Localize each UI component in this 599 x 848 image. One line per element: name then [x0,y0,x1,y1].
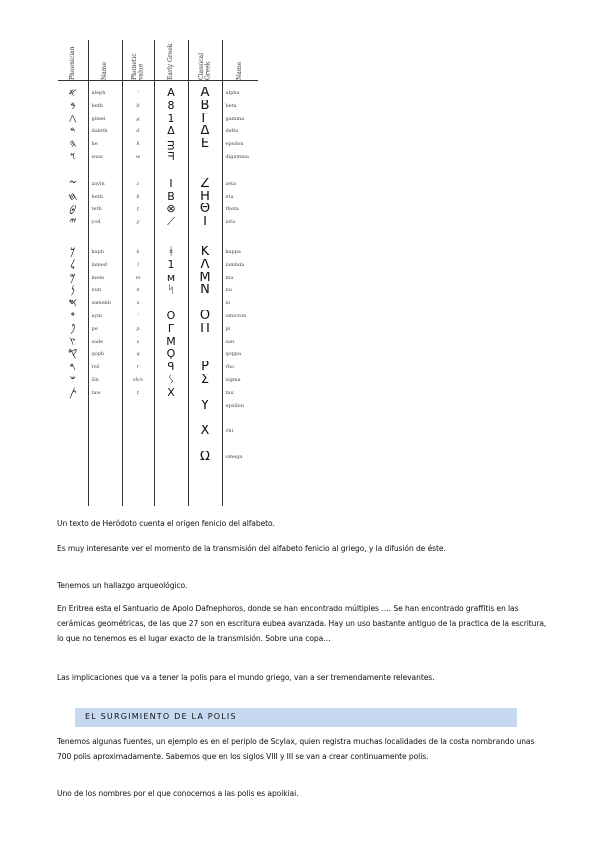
table-cell-val: p [136,325,140,332]
table-cell-eg: ⟋ [167,216,175,229]
table-cell-ph [58,400,88,413]
table-cell-val: ṣ [136,338,140,345]
table-cell-gn: xi [225,300,230,307]
table-cell-cg [189,151,222,164]
table-cell-name [89,438,122,451]
table-cell-eg: 8 [167,99,175,112]
header-phonetic-value: Phonetic value [130,53,144,80]
table-cell-val: l [137,261,139,268]
table-cell-eg: ᴍ [166,271,176,284]
table-cell-ph: 𐤒 [68,348,78,361]
table-cell-gn: omega [225,453,243,460]
paragraph: Es muy interesante ver el momento de la transmisión del alfabeto fenicio al griego, y la difusión de éste. [57,544,446,553]
table-cell-cg: Ω [200,450,210,464]
table-cell-eg: ᒥ [167,322,175,335]
table-cell-val: t [136,389,139,396]
table-cell-name: teth [91,206,102,213]
table-cell-name: šin [91,376,99,383]
table-cell-name: he [91,141,98,148]
table-cell-ph: 𐤓 [69,361,77,374]
table-cell-ph: 𐤄 [69,138,77,151]
table-cell-ph: 𐤋 [70,258,76,271]
table-cell-name: pe [91,325,98,332]
table-cell-ph: 𐤕 [69,386,77,399]
table-cell-eg: ᴟ [167,138,175,151]
paragraph: Tenemos un hallazgo arqueológico. [57,581,188,590]
table-cell-eg: X [167,386,175,399]
section-heading-bar [75,708,517,727]
table-cell-cg: Z [200,177,210,191]
table-cell-gn: mu [225,274,234,281]
table-cell-gn: delta [225,128,239,135]
table-cell-eg: ᚼ [167,245,175,258]
section-heading: EL SURGIMIENTO DE LA POLIS [85,712,237,721]
table-cell-ph: 𐤎 [68,297,78,310]
table-cell-gn: kappa [225,248,241,255]
table-header-row [58,40,258,81]
table-cell-cg: O [199,309,211,323]
table-cell-name: daleth [91,128,108,135]
table-cell-val: b [136,102,140,109]
table-cell-val: h [136,141,140,148]
table-cell-cg: Λ [200,258,210,272]
table-cell-cg [189,336,222,349]
table-cell-cg: Γ [201,112,209,126]
table-cell-gn: theta [225,206,239,213]
table-cell-eg: 1 [167,258,175,271]
table-cell-val: d [136,128,140,135]
table-group [155,87,188,164]
table-cell-val [123,412,154,425]
table-cell-ph: 𐤁 [70,99,76,112]
col-classical-greek [188,81,222,507]
header-early-greek: Early Greek [166,43,174,80]
table-cell-ph: 𐤔 [69,373,76,386]
table-cell-cg [189,387,222,400]
table-cell-val [123,400,154,413]
table-cell-name: kaph [91,248,104,255]
table-cell-cg: P [201,361,209,374]
table-cell-ph [58,412,88,425]
table-cell-name [89,412,122,425]
table-cell-eg: ᛋ [167,284,175,297]
table-cell-name: reš [91,364,100,371]
table-group [89,178,122,229]
table-cell-cg [189,297,222,310]
table-group [155,246,188,464]
table-cell-eg [155,400,188,413]
table-cell-gn [223,412,259,425]
table-group [58,246,88,464]
table-cell-cg: E [200,138,210,151]
table-cell-name: yod [91,219,101,226]
table-cell-name: gimel [91,115,106,122]
table-cell-val: ʿ [137,312,139,319]
table-cell-val: ṭ [136,206,139,213]
table-cell-val: ʾ [137,90,139,96]
table-cell-val: g [136,115,140,122]
table-cell-eg [155,451,188,464]
table-cell-ph [58,451,88,464]
paragraph: Las implicaciones que va a tener la polis para el mundo griego, van a ser tremendamente relevantes. [57,673,435,682]
table-group [189,87,222,164]
table-group [123,246,154,464]
table-group [58,178,88,229]
table-cell-val: n [136,287,140,294]
table-cell-ph: 𐤆 [68,177,77,190]
table-cell-val: sh/s [132,376,144,383]
table-cell-val: m [135,274,141,281]
table-cell-ph: 𐤐 [70,322,76,335]
table-cell-val: r [136,364,140,371]
table-cell-val [123,451,154,464]
table-cell-cg: Π [200,322,210,336]
table-group [189,178,222,229]
table-cell-cg: I [203,216,207,229]
table-cell-eg: A [167,87,175,99]
table-cell-gn: qoppa [225,351,242,358]
table-cell-name: mem [91,274,104,281]
table-cell-cg: K [200,245,210,259]
table-cell-ph [58,438,88,451]
header-phoenician: Phoenician [68,46,76,80]
table-cell-gn [223,438,259,451]
table-cell-eg: Δ [167,125,175,138]
table-cell-name: lamed [91,261,107,268]
table-cell-cg: N [200,284,210,298]
table-cell-ph: 𐤇 [68,190,78,203]
col-phoenician [58,81,88,507]
table-group [89,246,122,464]
table-cell-eg: 1 [167,112,175,125]
table-cell-gn: eta [225,193,234,200]
table-cell-cg: M [199,271,211,285]
table-cell-name: samekh [91,300,111,307]
table-cell-ph: 𐤍 [70,284,75,297]
table-cell-cg: Σ [200,373,210,387]
table-cell-ph: 𐤈 [69,203,77,216]
table-cell-val: s [136,300,140,307]
table-cell-eg [155,297,188,310]
table-group [223,178,259,229]
table-cell-ph: 𐤀 [68,87,77,99]
table-cell-gn: epsilon [225,141,244,148]
table-cell-name: nun [91,287,102,294]
col-phonetic [122,81,154,507]
table-cell-eg: ᖷ [167,150,175,163]
col-early-greek [154,81,188,507]
table-cell-cg: X [200,425,210,438]
table-cell-gn: rho [225,364,235,371]
table-cell-val: k [136,248,140,255]
table-cell-eg: M [166,335,176,348]
table-cell-gn: alpha [225,90,240,96]
table-cell-cg: H [200,190,210,204]
table-cell-gn: iota [225,219,236,226]
table-cell-name [89,400,122,413]
table-cell-cg: B [200,99,210,113]
table-cell-cg: Θ [199,203,211,217]
table-cell-gn: san [225,338,235,345]
table-cell-eg [155,438,188,451]
table-cell-eg: Ϙ [166,348,176,361]
table-cell-ph: 𐤌 [69,271,76,284]
table-group [223,87,259,164]
table-cell-ph: 𐤃 [70,125,76,138]
table-cell-gn: zeta [225,180,237,187]
header-classical-greek: Classical Greek [197,52,211,80]
table-group [89,87,122,164]
table-cell-gn: chi [225,428,234,435]
table-cell-name [89,425,122,438]
table-cell-gn: upsilon [225,402,244,409]
table-cell-ph: 𐤊 [70,245,76,258]
table-cell-cg: Δ [200,125,210,139]
table-cell-eg: ᛊ [167,373,175,386]
table-cell-val [123,425,154,438]
table-cell-val: y [136,219,140,226]
table-cell-val [123,438,154,451]
table-cell-gn: sigma [225,376,241,383]
table-cell-gn: beta [225,102,237,109]
table-cell-name: taw [91,389,101,396]
col-greek-name [222,81,258,507]
table-cell-ph: 𐤏 [70,309,75,322]
table-cell-ph [58,425,88,438]
table-cell-gn: pi [225,325,231,332]
table-cell-ph: 𐤉 [69,216,77,229]
table-group [123,87,154,164]
table-cell-gn: omicron [225,312,247,319]
table-cell-gn: lambda [225,261,245,268]
table-group [155,178,188,229]
table-group [189,246,222,464]
alphabet-table [58,40,258,506]
table-cell-cg [189,438,222,451]
table-cell-cg: Y [201,399,209,413]
table-cell-ph: 𐤅 [70,150,76,163]
table-cell-name: aleph [91,90,106,96]
paragraph: Un texto de Heródoto cuenta el origen fenicio del alfabeto. [57,519,275,528]
table-cell-val: ḥ [136,193,140,200]
table-cell-val: z [136,180,140,187]
table-group [58,87,88,164]
header-name: Name [100,61,108,80]
table-cell-name: heth [91,193,103,200]
paragraph: En Eritrea esta el Santuario de Apolo Dafnephoros, donde se han encontrado múltiples …. Se han encontrado graffitis en las cerámicas geométricas, de las que 27 son en escritura eubea avanzada. Hay un uso bastante antiguo de la practica de la escritura, lo que no tenemos es el lugar exacto de la transmisión. Sobre una copa… [57,604,547,643]
table-cell-name: beth [91,102,103,109]
table-cell-gn: digamma [225,153,249,160]
table-cell-eg: ᑫ [167,361,175,374]
paragraph: Uno de los nombres por el que conocemos a las polis es apoikiai. [57,789,299,798]
table-cell-name: ayin [91,312,103,319]
table-cell-cg [189,412,222,425]
table-cell-gn: tau [225,389,234,396]
paragraph: Tenemos algunas fuentes, un ejemplo es en el periplo de Scylax, quien registra muchas localidades de la costa nombrando unas 700 polis aproximadamente. Sabemos que en los siglos VIII y III se van a crear continuamente polis. [57,737,535,761]
table-cell-name: waw [91,153,104,160]
table-cell-name: qoph [91,351,105,358]
table-cell-eg [155,425,188,438]
table-cell-name: zayin [91,180,105,187]
table-cell-ph: 𐤑 [69,335,76,348]
table-cell-eg: B [167,190,175,203]
table-group [123,178,154,229]
table-cell-eg: I [169,177,173,190]
table-cell-val: w [135,153,141,160]
table-group [223,246,259,464]
table-cell-name: sade [91,338,104,345]
table-cell-gn: nu [225,287,232,294]
table-cell-cg: A [200,87,210,100]
table-cell-eg: ⊗ [166,203,176,216]
table-cell-eg: O [166,309,176,322]
table-cell-gn: gamma [225,115,245,122]
table-cell-eg [155,412,188,425]
table-body-row [58,81,258,507]
table-cell-cg [189,348,222,361]
table-cell-name [89,451,122,464]
col-name [88,81,122,507]
table-cell-ph: 𐤂 [68,112,77,125]
header-greek-name: Name [236,61,244,80]
table-cell-val: q [136,351,140,358]
